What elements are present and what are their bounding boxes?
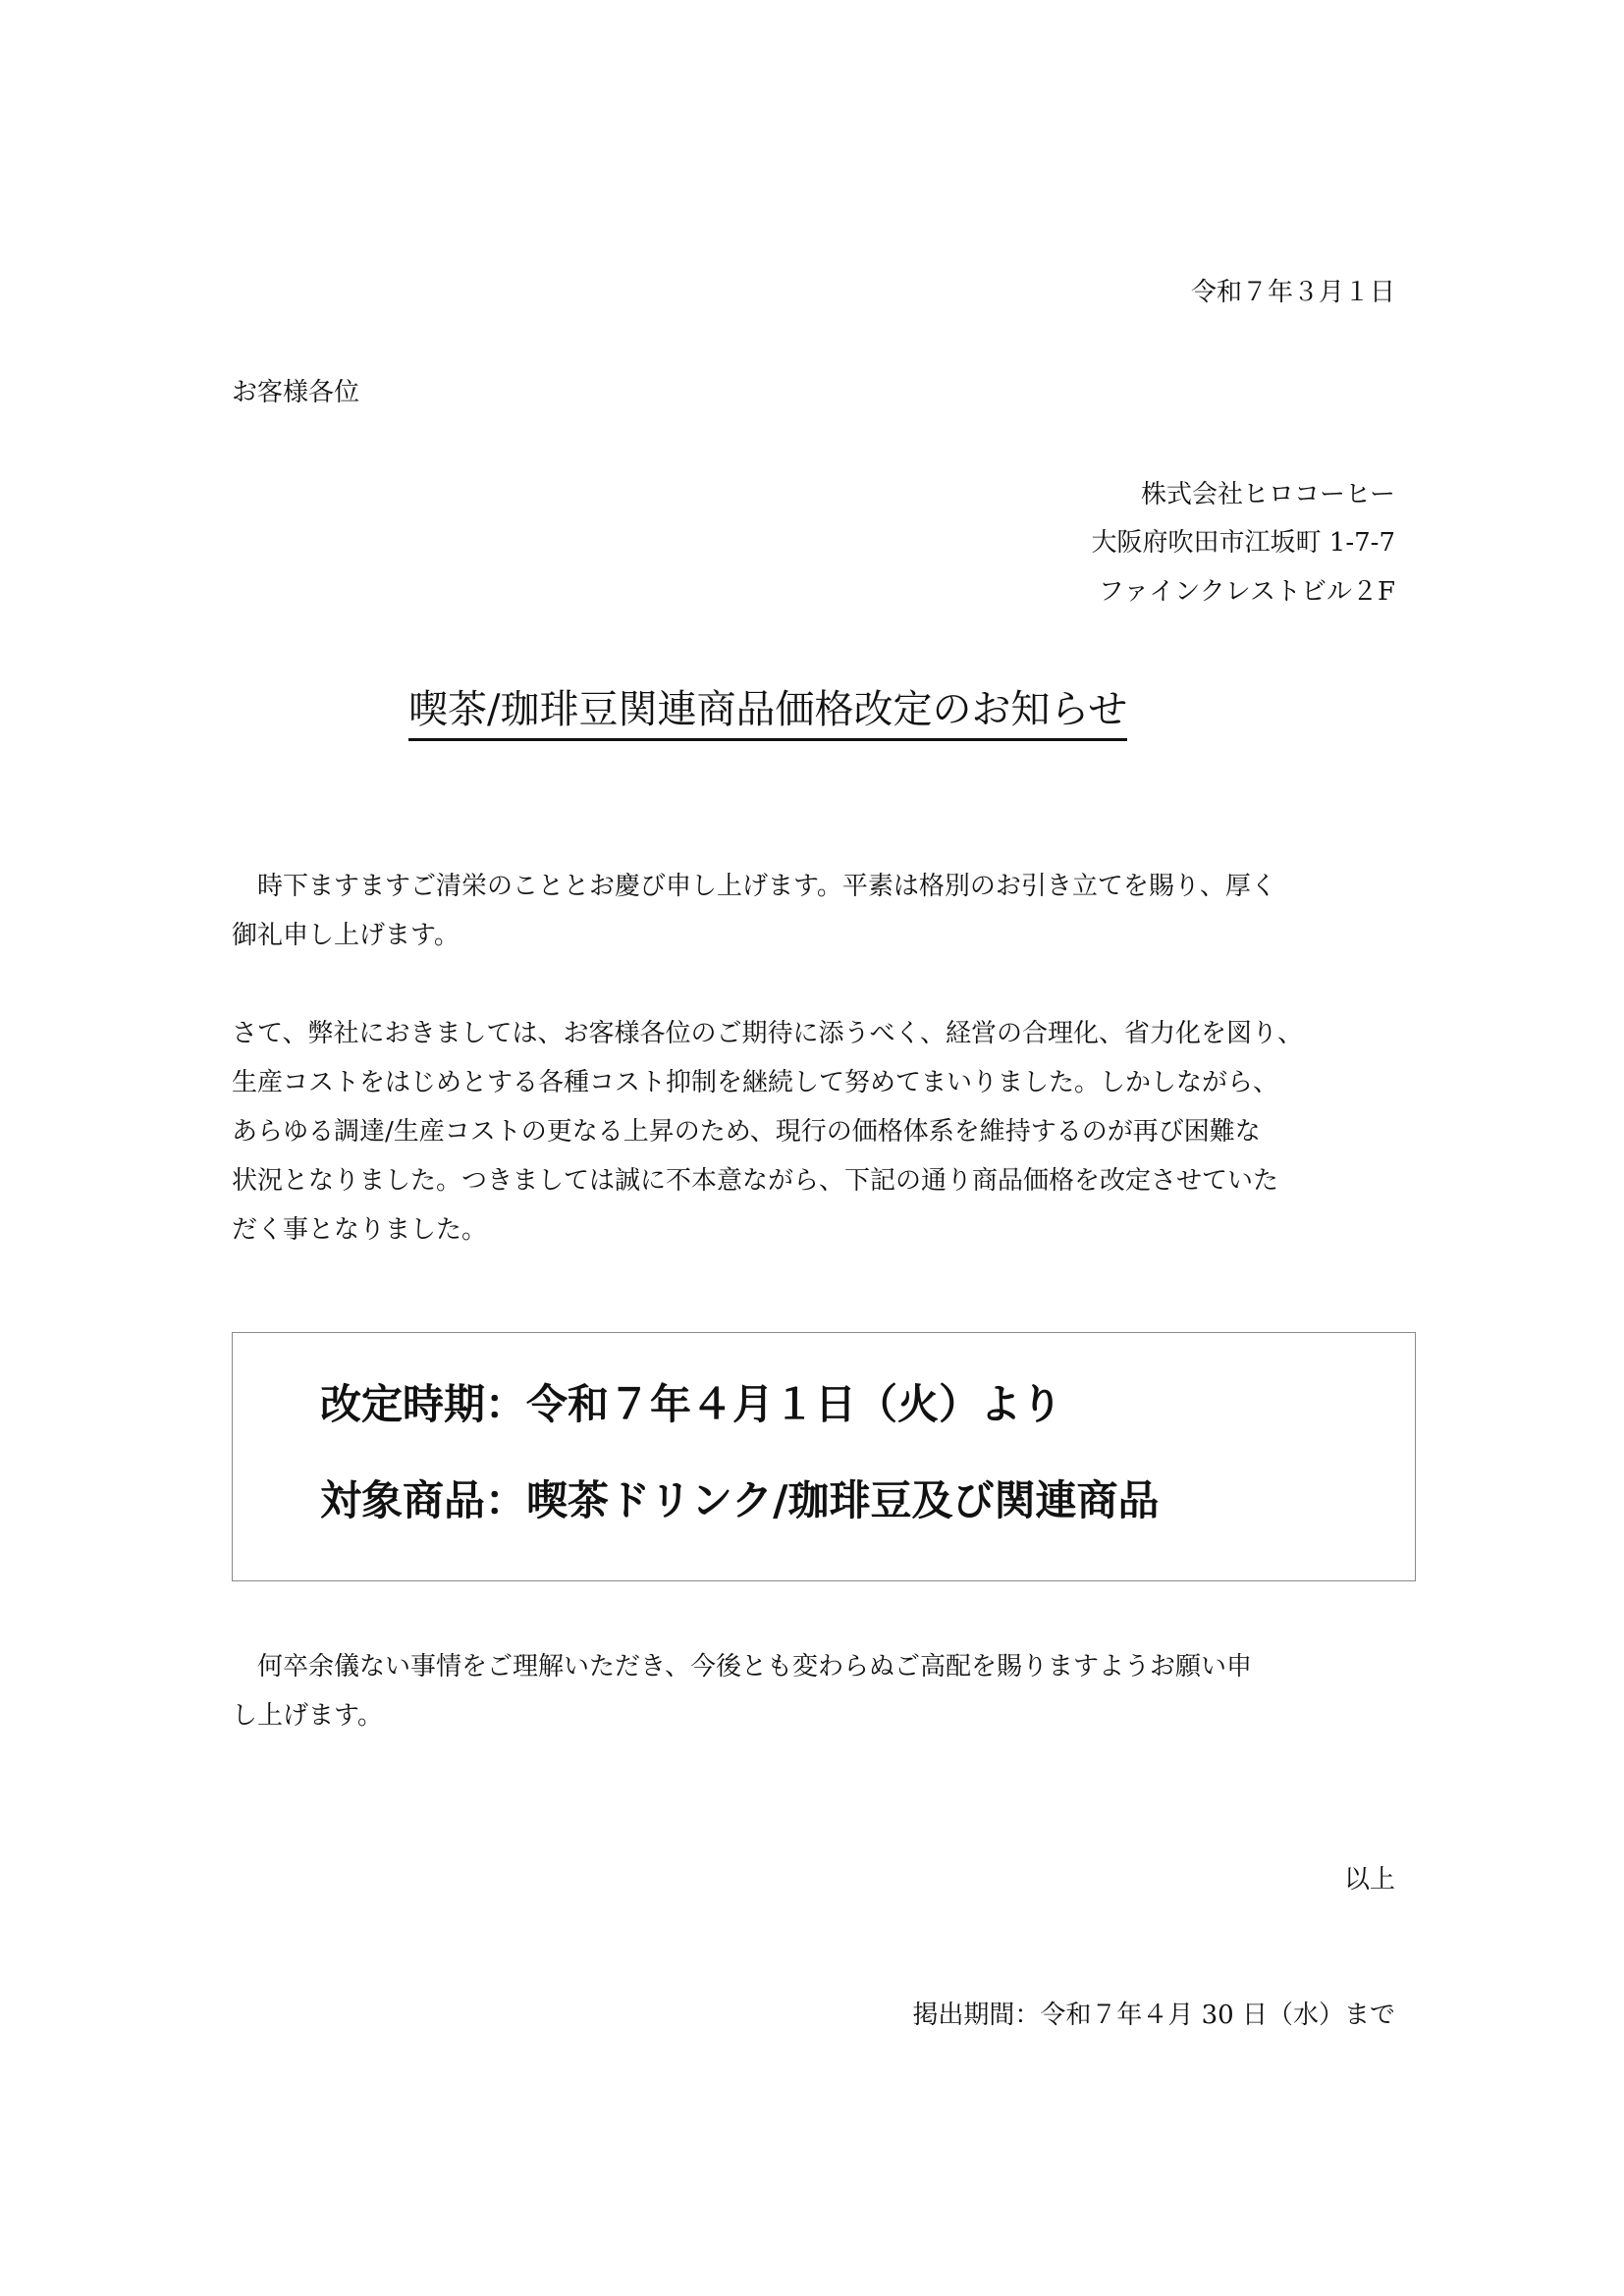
request-paragraph (232, 1642, 1400, 1740)
revision-notice-box (232, 1332, 1416, 1581)
sender-company: 株式会社ヒロコーヒー (1141, 480, 1395, 509)
paragraph-line: 何卒余儀ない事情をご理解いただき、今後とも変わらぬご高配を賜りますようお願い申 (232, 1652, 1252, 1682)
paragraph-line: さて、弊社におきましては、お客様各位のご期待に添うべく、経営の合理化、省力化を図り、 (232, 1019, 1303, 1048)
paragraph-line: あらゆる調達/生産コストの更なる上昇のため、現行の価格体系を維持するのが再び困難な (232, 1117, 1261, 1147)
recipient-line: お客様各位 (232, 378, 360, 407)
paragraph-line: 生産コストをはじめとする各種コスト抑制を継続して努めてまいりました。しかしながら、 (232, 1068, 1279, 1097)
sender-building: ファインクレストビル２F (1098, 577, 1395, 607)
greeting-paragraph (232, 862, 1400, 960)
target-products: 対象商品：喫茶ドリンク/珈琲豆及び関連商品 (320, 1476, 1160, 1524)
paragraph-line: 御礼申し上げます。 (232, 921, 460, 950)
document-title: 喫茶/珈琲豆関連商品価格改定のお知らせ (408, 686, 1127, 741)
document-date: 令和７年３月１日 (1190, 278, 1395, 307)
paragraph-line: 時下ますますご清栄のこととお慶び申し上げます。平素は格別のお引き立てを賜り、厚く (232, 872, 1276, 901)
sender-address: 大阪府吹田市江坂町 1-7-7 (1091, 528, 1395, 558)
closing-word: 以上 (1343, 1865, 1395, 1895)
posting-period: 掲出期間：令和７年４月 30 日（水）まで (912, 2001, 1395, 2030)
revision-period: 改定時期：令和７年４月１日（火）より (320, 1380, 1063, 1428)
paragraph-line: 状況となりました。つきましては誠に不本意ながら、下記の通り商品価格を改定させていた (232, 1166, 1279, 1196)
paragraph-line: だく事となりました。 (232, 1215, 488, 1245)
paragraph-line: し上げます。 (232, 1701, 383, 1731)
explanation-paragraph (232, 1009, 1400, 1255)
